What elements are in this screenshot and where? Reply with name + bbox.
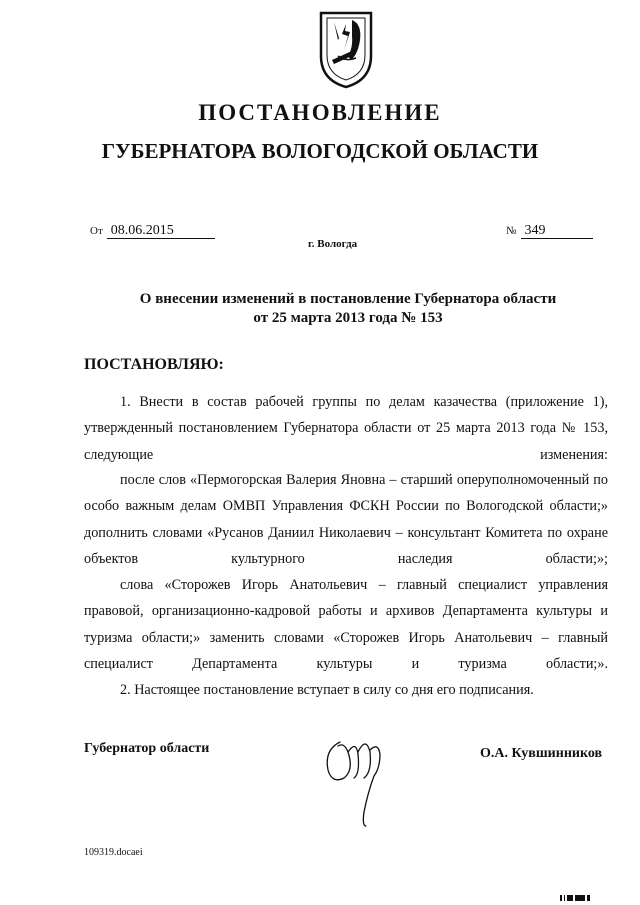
paragraph-3: слова «Сторожев Игорь Анатольевич – главный специалист управления правовой, организационно-кадровой работы и архивов Департамента культуры и туризма области;» заменить словами «Сторожев Игорь Анатольевич – главный специалист Департамента культуры и туризма области;». — [84, 577, 608, 672]
number-field — [506, 221, 593, 239]
barcode-mark — [560, 895, 590, 901]
subject-line-1: О внесении изменений в постановление Губернатора области — [139, 291, 557, 307]
city-label: г. Вологда — [308, 238, 358, 250]
signatory-position: Губернатор области — [84, 741, 210, 756]
date-field — [90, 221, 215, 239]
from-label: От — [90, 225, 103, 237]
paragraph-1: 1. Внести в состав рабочей группы по делам казачества (приложение 1), утвержденный постановлением Губернатора области от 25 марта 2013 года № 153, следующие изменения: — [84, 394, 608, 463]
paragraph-4: 2. Настоящее постановление вступает в силу со дня его подписания. — [120, 682, 534, 698]
resolve-heading: ПОСТАНОВЛЯЮ: — [84, 356, 224, 373]
document-title: ПОСТАНОВЛЕНИЕ — [198, 100, 442, 125]
number-label: № — [506, 225, 517, 237]
handwritten-signature — [318, 722, 388, 832]
issuer-title: ГУБЕРНАТОРА ВОЛОГОДСКОЙ ОБЛАСТИ — [101, 139, 539, 163]
paragraph-2: после слов «Пермогорская Валерия Яновна – старший оперуполномоченный по особо важным делам ОМВП Управления ФСКН России по Вологодской области;» дополнить словами «Русанов Даниил Николаевич – консультант Комитета по охране объектов культурного наследия области;»; — [84, 472, 608, 567]
document-number: 349 — [521, 223, 593, 239]
document-date: 08.06.2015 — [107, 223, 215, 239]
file-reference: 109319.docaei — [84, 847, 143, 858]
subject-line-2: от 25 марта 2013 года № 153 — [253, 310, 443, 326]
coat-of-arms-emblem — [318, 10, 374, 90]
signatory-name: О.А. Кувшинников — [480, 746, 603, 761]
